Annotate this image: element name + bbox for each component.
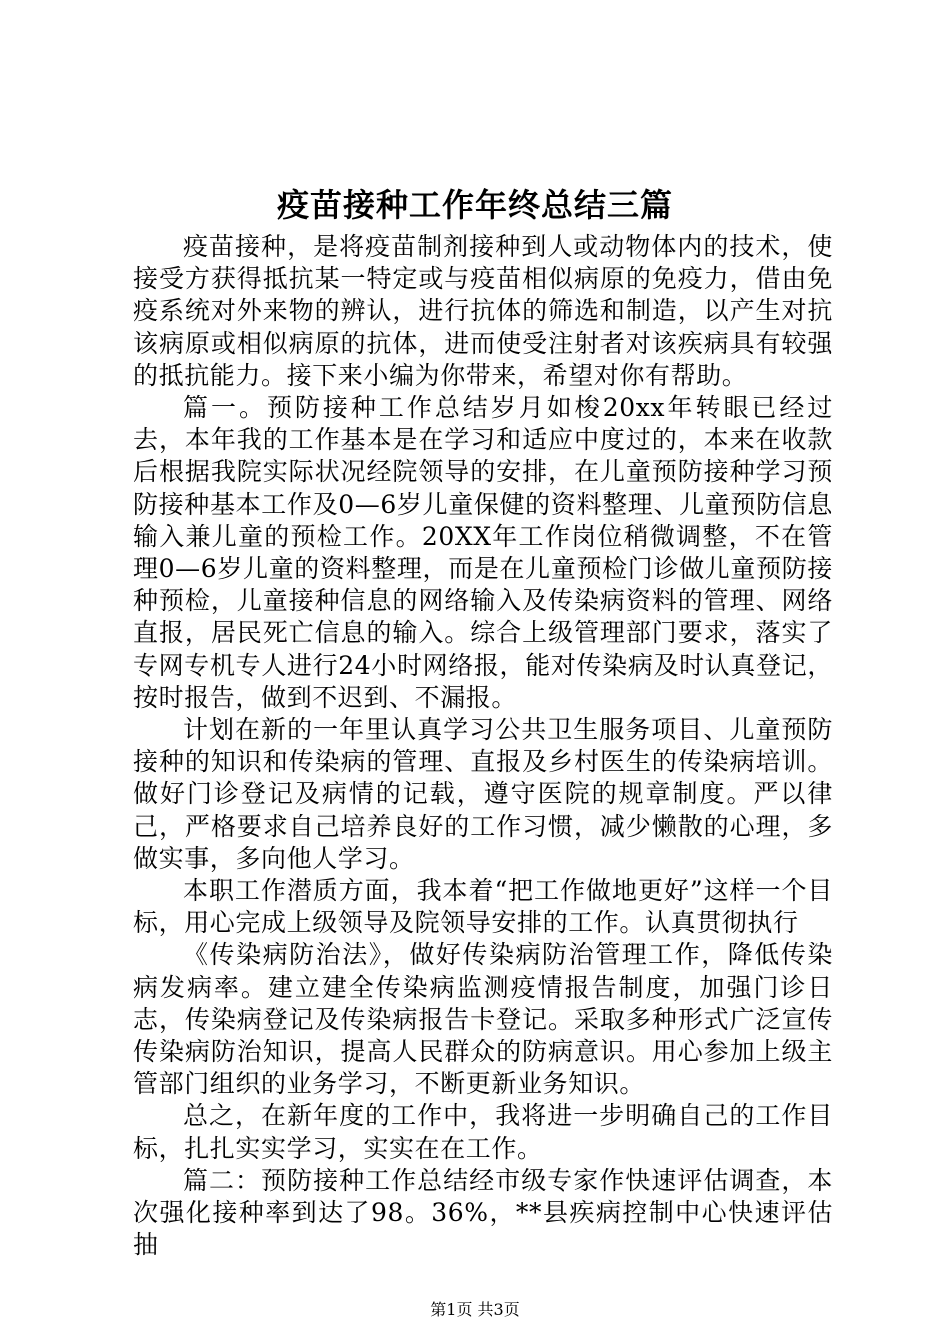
paragraph-intro: 疫苗接种，是将疫苗制剂接种到人或动物体内的技术，使接受方获得抵抗某一特定或与疫苗相似病原的免疫力，借由免疫系统对外来物的辨认，进行抗体的筛选和制造，以产生对抗该病原或相似病原的抗体，进而使受注射者对该疾病具有较强的抵抗能力。接下来小编为你带来，希望对你有帮助。 bbox=[133, 232, 833, 390]
document-title: 疫苗接种工作年终总结三篇 bbox=[276, 186, 673, 224]
document-body bbox=[133, 231, 833, 1262]
paragraph-duty: 本职工作潜质方面，我本着“把工作做地更好”这样一个目标，用心完成上级领导及院领导安排的工作。认真贯彻执行 bbox=[133, 876, 833, 938]
paragraph-law: 《传染病防治法》，做好传染病防治管理工作，降低传染病发病率。建立建全传染病监测疫情报告制度，加强门诊日志，传染病登记及传染病报告卡登记。采取多种形式广泛宣传传染病防治知识，提高人民群众的防病意识。用心参加上级主管部门组织的业务学习，不断更新业务知识。 bbox=[133, 940, 833, 1099]
paragraph-summary: 总之，在新年度的工作中，我将进一步明确自己的工作目标，扎扎实实学习，实实在在工作。 bbox=[133, 1101, 833, 1163]
paragraph-part-two: 篇二：预防接种工作总结经市级专家作快速评估调查，本次强化接种率到达了98。36%，**县疾病控制中心快速评估抽 bbox=[133, 1165, 833, 1260]
paragraph-part-one: 篇一。预防接种工作总结岁月如梭20xx年转眼已经过去，本年我的工作基本是在学习和适应中度过的，本来在收款后根据我院实际状况经院领导的安排，在儿童预防接种学习预防接种基本工作及0—6岁儿童保健的资料整理、儿童预防信息输入兼儿童的预检工作。20XX年工作岗位稍微调整，不在管理0—6岁儿童的资料整理，而是在儿童预检门诊做儿童预防接种预检，儿童接种信息的网络输入及传染病资料的管理、网络直报，居民死亡信息的输入。综合上级管理部门要求，落实了专网专机专人进行24小时网络报，能对传染病及时认真登记，按时报告，做到不迟到、不漏报。 bbox=[133, 393, 833, 712]
paragraph-plan: 计划在新的一年里认真学习公共卫生服务项目、儿童预防接种的知识和传染病的管理、直报及乡村医生的传染病培训。做好门诊登记及病情的记载，遵守医院的规章制度。严以律己，严格要求自己培养良好的工作习惯，减少懒散的心理，多做实事，多向他人学习。 bbox=[133, 715, 833, 873]
page-number-footer: 第1页 共3页 bbox=[430, 1300, 520, 1319]
